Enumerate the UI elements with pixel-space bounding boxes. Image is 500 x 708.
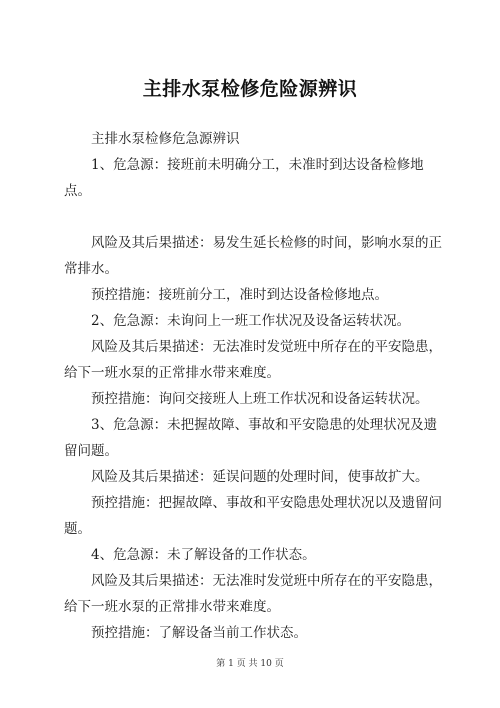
paragraph: 风险及其后果描述：易发生延长检修的时间，影响水泵的正常排水。 xyxy=(64,235,442,277)
paragraph: 4、危急源：未了解设备的工作状态。 xyxy=(91,547,316,563)
paragraph: 风险及其后果描述：延误问题的处理时间，使事故扩大。 xyxy=(91,469,429,485)
blank-line xyxy=(64,204,444,230)
document-title: 主排水泵检修危险源辨识 xyxy=(142,78,358,100)
document-body xyxy=(64,126,444,646)
paragraph: 预控措施：询问交接班人上班工作状况和设备运转状况。 xyxy=(91,391,429,407)
paragraph: 1、危急源：接班前未明确分工，未准时到达设备检修地点。 xyxy=(64,157,424,199)
page-footer: 第 1 页 共 10 页 xyxy=(216,659,284,669)
paragraph: 风险及其后果描述：无法准时发觉班中所存在的平安隐患，给下一班水泵的正常排水带来难度。 xyxy=(64,339,442,381)
paragraph: 预控措施：了解设备当前工作状态。 xyxy=(91,625,307,641)
paragraph: 风险及其后果描述：无法准时发觉班中所存在的平安隐患，给下一班水泵的正常排水带来难度。 xyxy=(64,573,442,615)
paragraph: 3、危急源：未把握故障、事故和平安隐患的处理状况及遗留问题。 xyxy=(64,417,438,459)
paragraph: 2、危急源：未询问上一班工作状况及设备运转状况。 xyxy=(91,313,411,329)
paragraph: 预控措施：把握故障、事故和平安隐患处理状况以及遗留问题。 xyxy=(64,495,442,537)
paragraph: 预控措施：接班前分工，准时到达设备检修地点。 xyxy=(91,287,388,303)
paragraph: 主排水泵检修危急源辨识 xyxy=(91,131,240,147)
